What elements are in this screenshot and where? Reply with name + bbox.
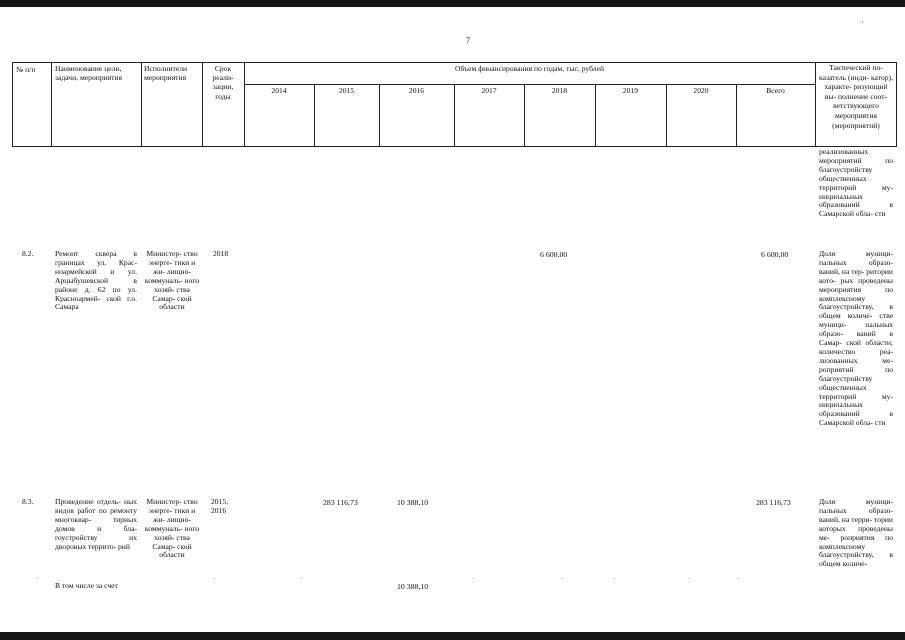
header-year-2018: 2018 [551, 86, 568, 95]
row-indicator: Доля муници- пальных образо- ваний, на терри- тории которых проведены ме- роприятия по комплексному благоустройству, в общем количе- [819, 497, 893, 569]
header-financing: Объем финансирования по годам, тыс. рублей [454, 64, 605, 73]
row-name: Ремонт сквера в границах ул. Крас- ноармейской и ул. Арцыбушевской в районе д. 62 по ул. Красноармей- ской г.о. Самара [55, 249, 137, 312]
row-name: Проведение отдель- ных видов работ по ремонту многоквар- тирных домов и бла- гоустройству их дворовых террито- рий [55, 497, 137, 551]
row-2015-value: 283 116,73 [323, 498, 358, 507]
row-num: 8.2. [22, 249, 34, 258]
header-year-2015: 2015 [338, 86, 355, 95]
scan-speck: · [36, 575, 39, 583]
scan-speck: · [861, 18, 864, 27]
scan-speck: · [561, 575, 564, 583]
header-year-2019: 2019 [622, 86, 639, 95]
header-year-2014: 2014 [271, 86, 287, 95]
scan-speck: · [613, 575, 616, 583]
row-term: 2015, 2016 [211, 497, 229, 515]
header-term: Срок реали- зации, годы [212, 64, 234, 101]
header-indicator: Тактический по- казатель (инди- катор), характе- ризующий вы- полнение соот- ветствующего мероприятия (мероприятий) [819, 63, 893, 130]
scan-speck: · [213, 575, 216, 583]
header-name: Наименование цели, задачи, мероприятия [55, 64, 123, 83]
header-num: № п/п [16, 65, 36, 74]
subrow-label: В том числе за счет [55, 581, 118, 590]
row-indicator: Доля муници- пальных образо- ваний, на тер- ритории кото- рых проведены мероприятия по комплексному благоустройству, в общем количе- стве муници- пальных образо- ваний в Самар- ской области; количество реа- лизованных ме- роприятий по благоустройству общественных территорий му- ниципальных образований в Самарской обла- сти [819, 249, 893, 428]
row-num: 8.3. [22, 497, 34, 506]
row-total-value: 6 600,00 [761, 250, 789, 259]
row-2016-value: 10 388,10 [397, 498, 429, 507]
row-executor: Министер- ство энерге- тики и жи- лищно- коммуналь- ного хозяй- ства Самар- ской области [144, 249, 200, 312]
header-executors: Исполнители мероприятия [144, 64, 188, 83]
row-2018-value: 6 600,00 [540, 250, 568, 259]
indicator-continuation: реализованных мероприятий по благоустройству общественных территорий му- ниципальных образований в Самарской обла- сти [819, 147, 893, 219]
scan-speck: · [300, 575, 303, 583]
subrow-2016-value: 10 388,10 [397, 582, 429, 591]
scan-speck: · [737, 575, 740, 583]
header-total: Всего [766, 86, 785, 95]
scan-top-border [0, 0, 905, 7]
row-term: 2018 [213, 249, 229, 258]
header-year-2016: 2016 [408, 86, 425, 95]
page-number: 7 [466, 36, 470, 45]
row-total-value: 283 116,73 [756, 498, 791, 507]
scan-speck: · [688, 575, 691, 583]
header-year-2020: 2020 [693, 86, 709, 95]
scan-speck: · [472, 575, 475, 583]
row-executor: Министер- ство энерге- тики и жи- лищно- коммуналь- ного хозяй- ства Самар- ской области [144, 497, 200, 560]
header-year-2017: 2017 [481, 86, 497, 95]
scan-bottom-border [0, 632, 905, 640]
